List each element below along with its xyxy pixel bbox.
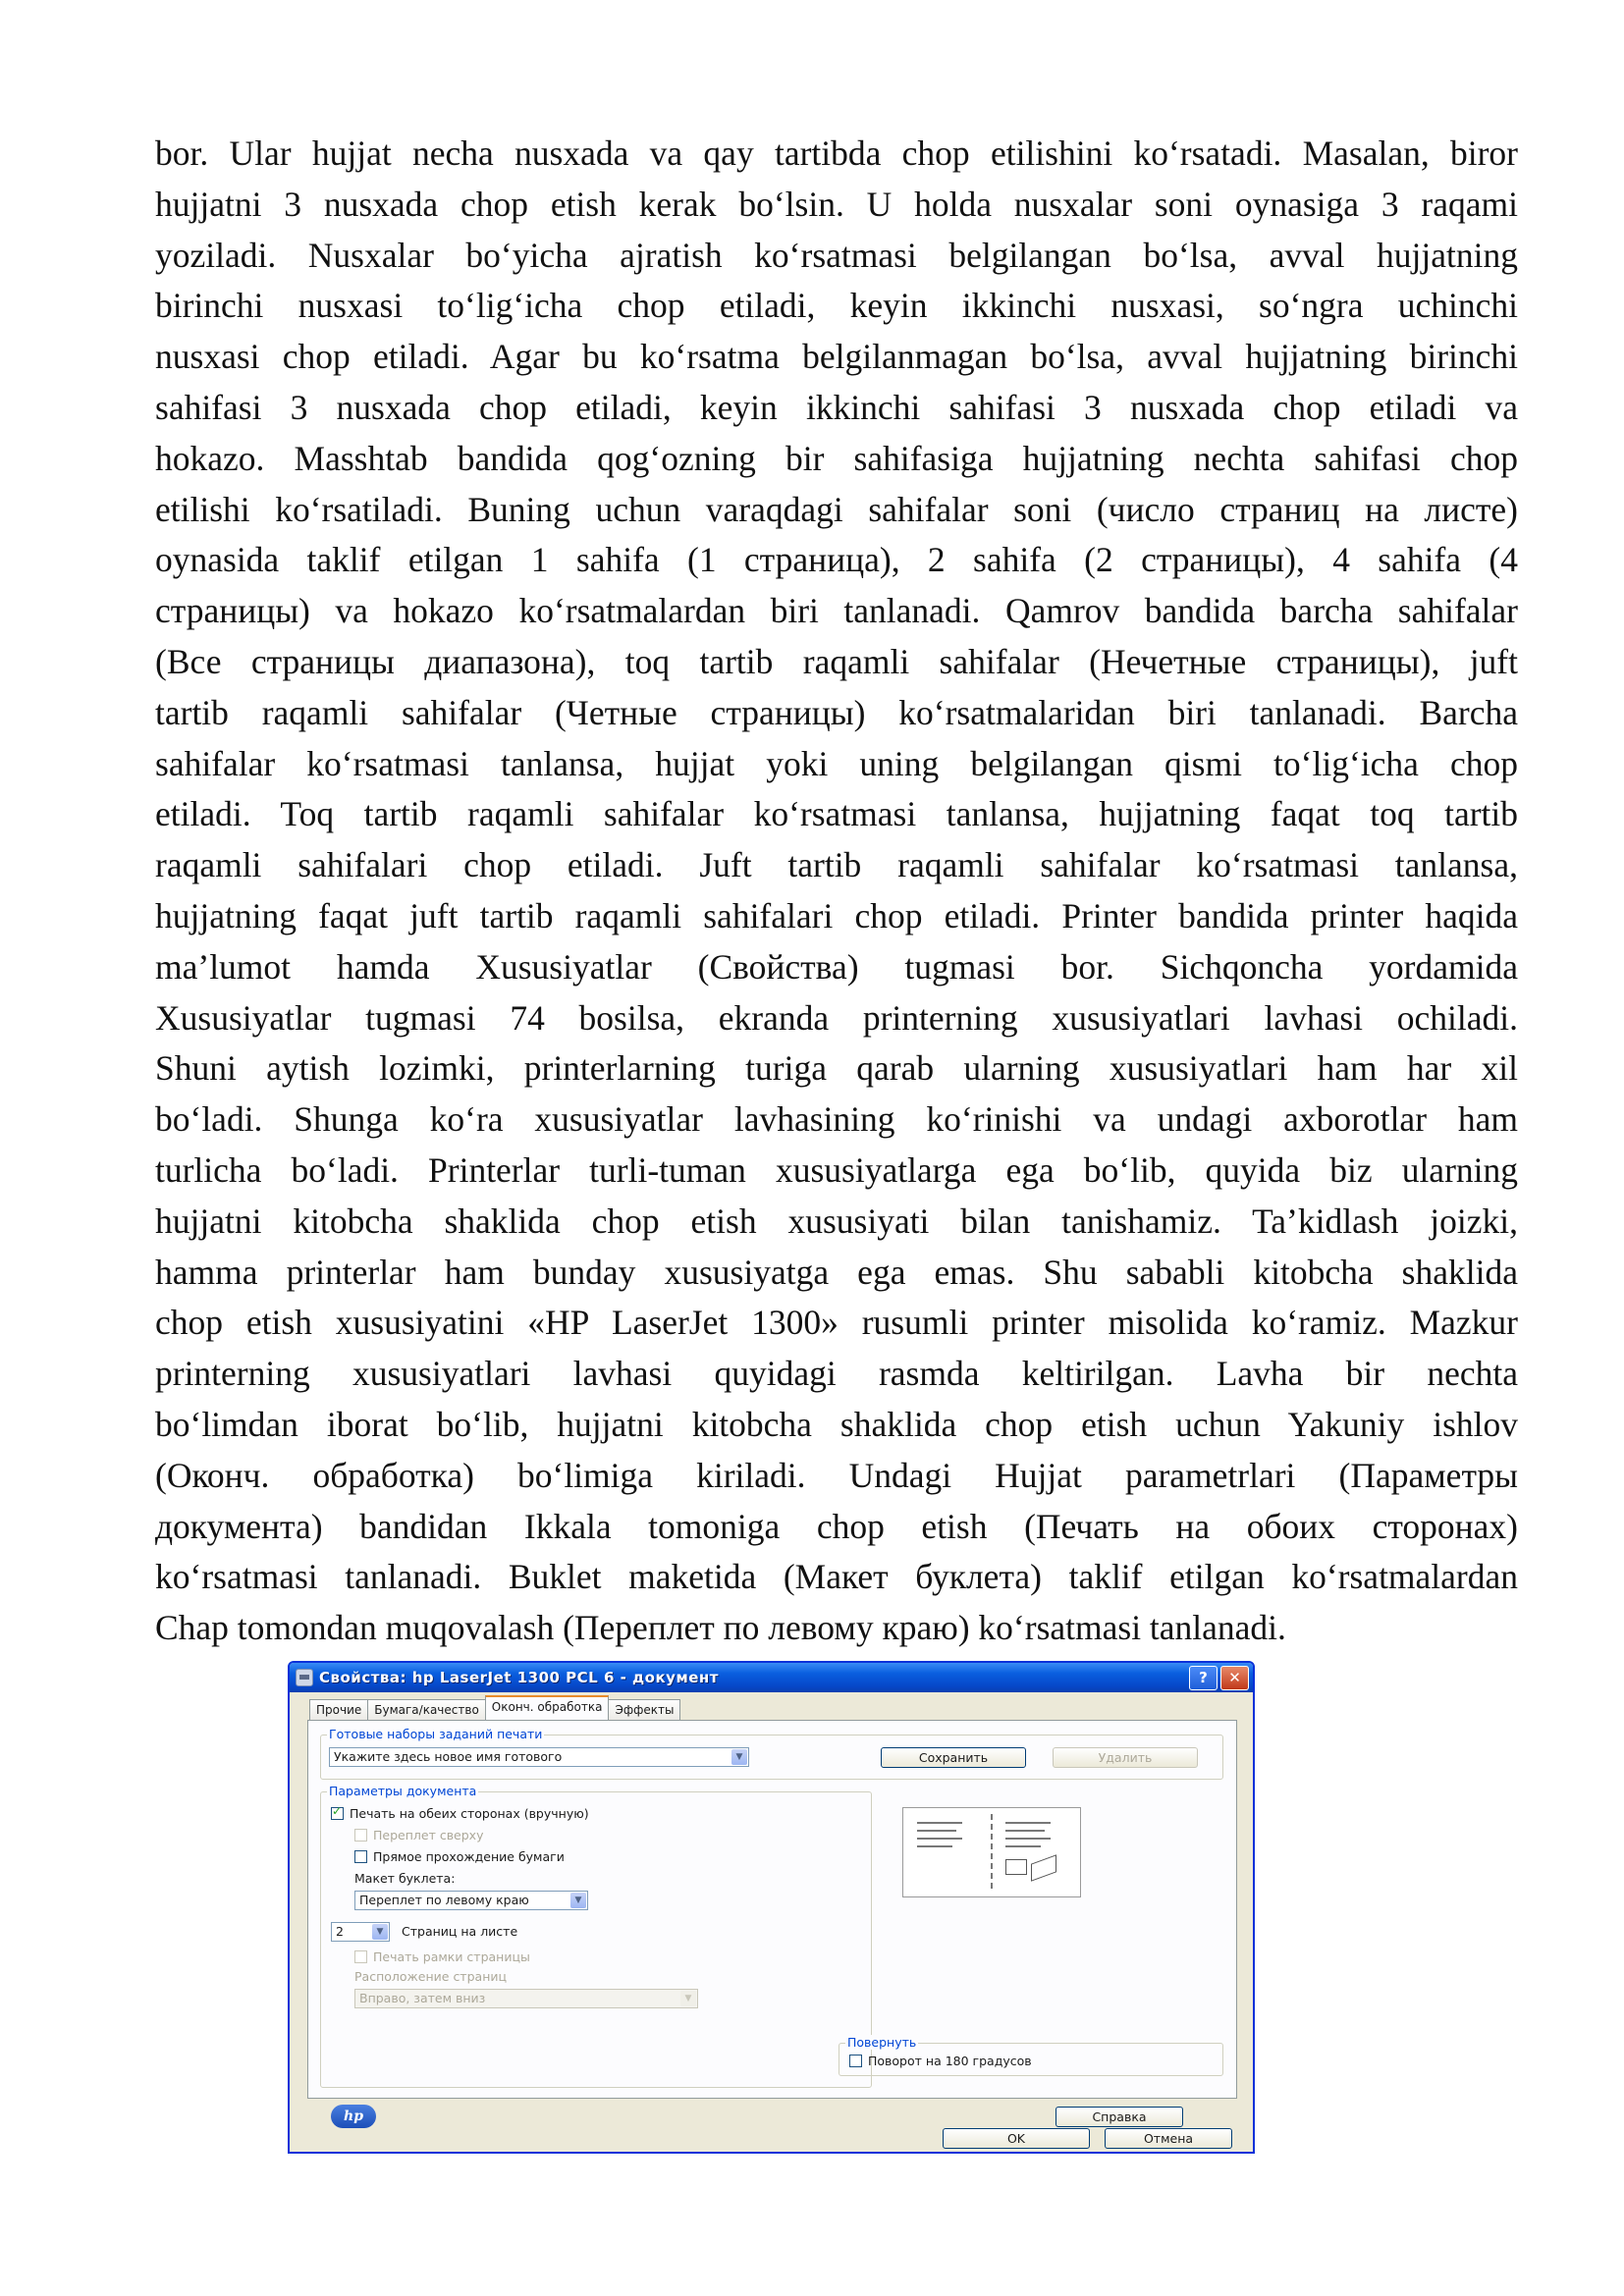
close-button[interactable]: ✕ [1220,1666,1249,1690]
text-line: bo‘ladi. Shunga ko‘ra xususiyatlar lavhasining ko‘rinishi va undagi axborotlar ham [155,1099,1518,1140]
rotate-180-checkbox[interactable] [849,2055,862,2067]
preset-name-combo[interactable] [329,1747,749,1767]
preset-name-value: Укажите здесь новое имя готового [334,1749,563,1764]
text-line: raqamli sahifalari chop etiladi. Juft tartib raqamli sahifalar ko‘rsatmasi tanlansa, [155,845,1518,885]
text-line: страницы) va hokazo ko‘rsatmalardan biri tanlanadi. Qamrov bandida barcha sahifalar [155,591,1518,631]
preview-binding-line [991,1814,993,1889]
chevron-down-icon: ▼ [570,1893,586,1908]
text-line: Shuni aytish lozimki, printerlarning turiga qarab ularning xususiyatlari ham har xil [155,1048,1518,1089]
printer-icon [296,1669,313,1686]
text-line: nusxasi chop etiladi. Agar bu ko‘rsatma belgilanmagan bo‘lsa, avval hujjatning birinchi [155,337,1518,377]
page-order-value: Вправо, затем вниз [359,1991,486,2005]
rotate-legend: Повернуть [847,2035,917,2050]
cancel-button[interactable]: Отмена [1105,2128,1232,2149]
help-title-button[interactable]: ? [1189,1666,1218,1690]
tab-finishing[interactable]: Оконч. обработка [485,1695,610,1720]
duplex-checkbox[interactable] [331,1807,344,1820]
page-order-label: Расположение страниц [354,1969,507,1984]
booklet-preview [902,1807,1081,1897]
page-order-combo[interactable] [354,1989,698,2008]
text-line: etiladi. Toq tartib raqamli sahifalar ko‘rsatmasi tanlansa, hujjatning faqat toq tartib [155,794,1518,834]
pages-per-sheet-combo[interactable] [331,1922,390,1942]
text-line: oynasida taklif etilgan 1 sahifa (1 страница), 2 sahifa (2 страницы), 4 sahifa (4 [155,540,1518,580]
rotate-180-checkbox-row[interactable] [849,2054,1032,2068]
text-line: turlicha bo‘ladi. Printerlar turli-tuman xususiyatlarga ega bo‘lib, quyida biz ularning [155,1149,1518,1190]
document-params-legend: Параметры документа [329,1784,477,1798]
chevron-down-icon: ▼ [680,1991,696,2006]
text-line: (Оконч. обработка) bo‘limiga kiriladi. Undagi Hujjat parametrlari (Параметры [155,1455,1518,1495]
dialog-titlebar[interactable] [290,1663,1253,1692]
tab-paper-quality[interactable]: Бумага/качество [367,1699,486,1720]
text-line: (Все страницы диапазона), toq tartib raqamli sahifalar (Нечетные страницы), juft [155,641,1518,681]
text-line: ma’lumot hamda Xususiyatlar (Свойства) tugmasi bor. Sichqoncha yordamida [155,946,1518,987]
dialog-title: Свойства: hp LaserJet 1300 PCL 6 - документ [319,1669,719,1686]
text-line: birinchi nusxasi to‘lig‘icha chop etiladi, keyin ikkinchi nusxasi, so‘ngra uchinchi [155,286,1518,326]
text-line: hamma printerlar ham bunday xususiyatga ega emas. Shu sababli kitobcha shaklida [155,1252,1518,1292]
tab-effects[interactable]: Эффекты [608,1699,680,1720]
text-line: hujjatni 3 nusxada chop etish kerak bo‘lsin. U holda nusxalar soni oynasiga 3 raqami [155,184,1518,224]
print-borders-checkbox[interactable] [354,1950,367,1963]
duplex-label: Печать на обеих сторонах (вручную) [350,1806,589,1821]
straight-path-checkbox-row[interactable] [354,1849,565,1864]
preview-page-right [1005,1816,1060,1887]
print-borders-checkbox-row[interactable] [354,1949,530,1964]
booklet-label: Макет буклета: [354,1871,456,1886]
text-line: chop etish xususiyatini «HP LaserJet 1300» rusumli printer misolida ko‘ramiz. Mazkur [155,1303,1518,1343]
help-button[interactable]: Справка [1056,2107,1183,2127]
presets-legend: Готовые наборы заданий печати [329,1727,543,1741]
straight-path-checkbox[interactable] [354,1850,367,1863]
rotate-group [839,2035,1223,2076]
flip-up-checkbox[interactable] [354,1829,367,1842]
print-borders-label: Печать рамки страницы [373,1949,530,1964]
text-line: bor. Ular hujjat necha nusxada va qay tartibda chop etilishini ko‘rsatadi. Masalan, biror [155,133,1518,173]
text-line: Xususiyatlar tugmasi 74 bosilsa, ekranda printerning xususiyatlari lavhasi ochiladi. [155,997,1518,1038]
hp-logo: hp [331,2105,376,2128]
text-line: документа) bandidan Ikkala tomoniga chop etish (Печать на обоих сторонах) [155,1506,1518,1546]
text-line: etilishi ko‘rsatiladi. Buning uchun varaqdagi sahifalar soni (число страниц на листе) [155,489,1518,529]
pages-per-sheet-value: 2 [336,1924,344,1939]
text-line: printerning xususiyatlari lavhasi quyidagi rasmda keltirilgan. Lavha bir nechta [155,1354,1518,1394]
text-line: Chap tomondan muqovalash (Переплет по левому краю) ko‘rsatmasi tanlanadi. [155,1608,1286,1648]
booklet-layout-combo[interactable] [354,1891,588,1910]
preview-page-left [917,1816,972,1887]
text-line: tartib raqamli sahifalar (Четные страницы) ko‘rsatmalaridan biri tanlanadi. Barcha [155,692,1518,732]
text-line: ko‘rsatmasi tanlanadi. Buklet maketida (Макет буклета) taklif etilgan ko‘rsatmalardan [155,1557,1518,1597]
text-line: yoziladi. Nusxalar bo‘yicha ajratish ko‘rsatmasi belgilangan bo‘lsa, avval hujjatning [155,235,1518,275]
ok-button[interactable]: OK [943,2128,1090,2149]
delete-preset-button[interactable]: Удалить [1053,1747,1198,1768]
flip-up-checkbox-row[interactable] [354,1828,483,1842]
text-line: bo‘limdan iborat bo‘lib, hujjatni kitobcha shaklida chop etish uchun Yakuniy ishlov [155,1404,1518,1444]
duplex-checkbox-row[interactable] [331,1806,589,1821]
presets-group [320,1727,1223,1780]
text-line: hujjatning faqat juft tartib raqamli sahifalari chop etiladi. Printer bandida printer haqida [155,895,1518,935]
tab-strip [309,1700,679,1720]
save-preset-button[interactable]: Сохранить [881,1747,1026,1768]
text-line: hokazo. Masshtab bandida qog‘ozning bir sahifasiga hujjatning nechta sahifasi chop [155,438,1518,478]
finishing-panel [307,1720,1237,2099]
straight-path-label: Прямое прохождение бумаги [373,1849,565,1864]
tab-other[interactable]: Прочие [309,1699,368,1720]
body-text [155,129,1518,1654]
chevron-down-icon: ▼ [731,1749,747,1765]
text-line: hujjatni kitobcha shaklida chop etish xususiyati bilan tanishamiz. Ta’kidlash joizki, [155,1201,1518,1241]
text-line: sahifalar ko‘rsatmasi tanlansa, hujjat yoki uning belgilangan qismi to‘lig‘icha chop [155,743,1518,783]
pages-per-sheet-label: Страниц на листе [402,1924,518,1939]
flip-up-label: Переплет сверху [373,1828,484,1842]
rotate-180-label: Поворот на 180 градусов [868,2054,1032,2068]
document-params-group [320,1784,872,2088]
chevron-down-icon: ▼ [372,1924,388,1940]
printer-properties-dialog [288,1661,1255,2154]
text-line: sahifasi 3 nusxada chop etiladi, keyin ikkinchi sahifasi 3 nusxada chop etiladi va [155,387,1518,427]
booklet-layout-value: Переплет по левому краю [359,1893,529,1907]
